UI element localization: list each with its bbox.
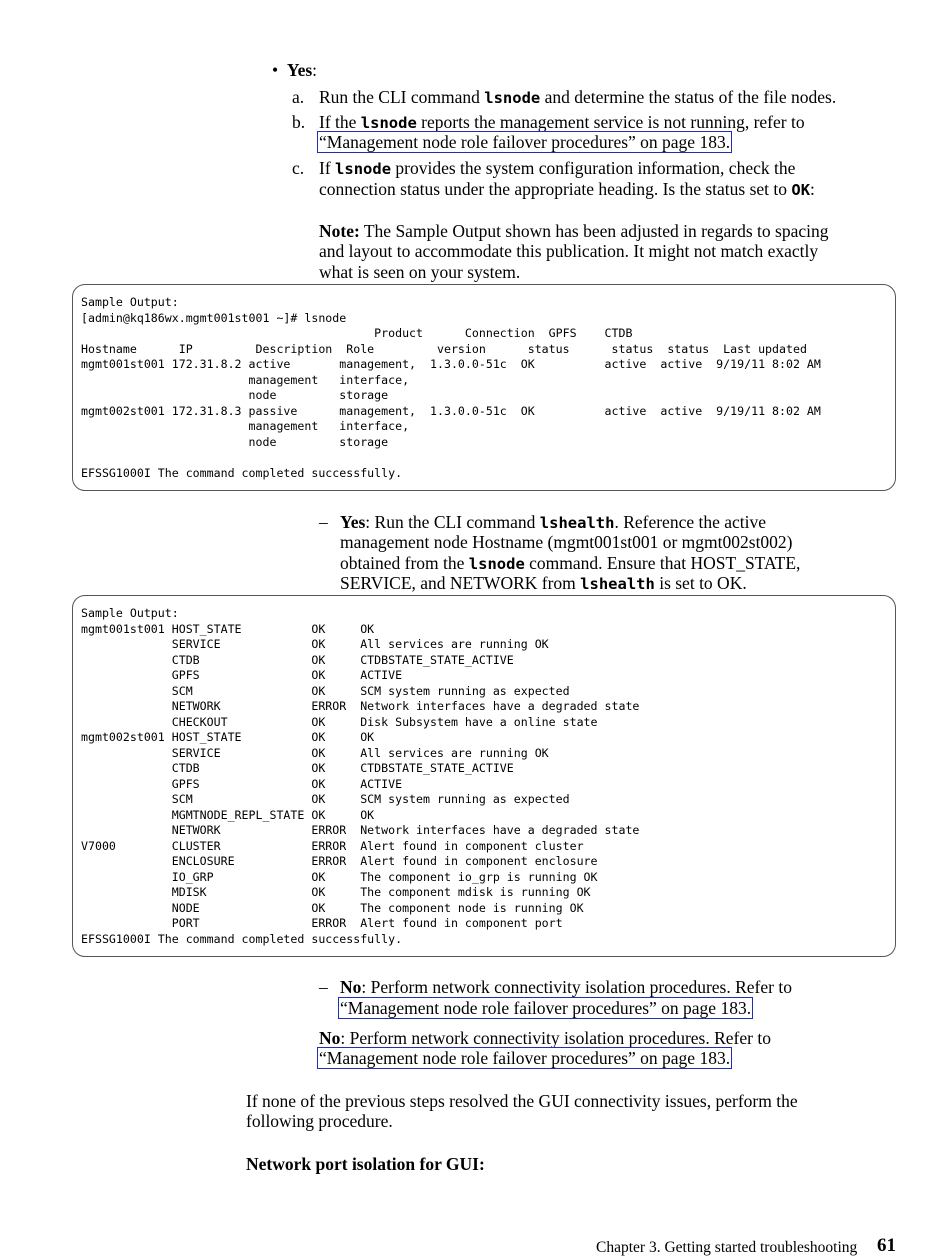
failover-procedures-link[interactable]: “Management node role failover procedures” on page 183.: [340, 998, 752, 1018]
code-block: [81, 295, 821, 481]
code-line: CTDB OK CTDBSTATE_STATE_ACTIVE: [81, 761, 514, 775]
page-number: 61: [877, 1235, 896, 1256]
code-line: Hostname IP Description Role version status status status Last updated: [81, 341, 807, 356]
failover-procedures-link[interactable]: “Management node role failover procedures” on page 183.: [319, 1048, 731, 1068]
section-heading: Network port isolation for GUI:: [246, 1154, 485, 1174]
step-c-text: If lsnode provides the system configuration information, check the: [319, 158, 796, 178]
yes-sub-line2: management node Hostname (mgmt001st001 or mgmt002st002): [340, 532, 793, 552]
no-sub-label: No: [340, 977, 362, 997]
code-line: GPFS OK ACTIVE: [81, 668, 403, 682]
code-line: mgmt001st001 HOST_STATE OK OK: [81, 621, 375, 636]
command-lshealth: lshealth: [539, 514, 615, 532]
code-line: management interface,: [81, 372, 410, 387]
note-line3: what is seen on your system.: [319, 262, 521, 282]
code-block: [81, 606, 639, 947]
lsnode-sample-output: [72, 284, 896, 491]
footer-chapter: Chapter 3. Getting started troubleshooting: [596, 1239, 858, 1256]
closing-line2: following procedure.: [246, 1111, 393, 1131]
status-ok-code: OK: [791, 181, 811, 199]
code-line: node storage: [81, 388, 389, 402]
code-line: Sample Output:: [81, 295, 179, 309]
yes-sub-dash: –: [319, 512, 328, 532]
yes-sub-line1: Yes: Run the CLI command lshealth. Reference the active: [340, 512, 767, 532]
command-lsnode: lsnode: [360, 114, 417, 132]
step-c-marker: c.: [292, 158, 305, 178]
code-line: mgmt002st001 HOST_STATE OK OK: [81, 730, 375, 744]
code-line: V7000 CLUSTER ERROR Alert found in component cluster: [81, 838, 584, 853]
code-line: GPFS OK ACTIVE: [81, 776, 403, 791]
note-label: Note:: [319, 221, 360, 241]
lshealth-sample-output: [72, 595, 896, 957]
note-line2: and layout to accommodate this publication. It might not match exactly: [319, 241, 819, 261]
code-line: [admin@kq186wx.mgmt001st001 ~]# lsnode: [81, 310, 347, 325]
code-line: Product Connection GPFS CTDB: [81, 326, 633, 340]
no-sub-link-wrap: [338, 998, 753, 1019]
step-a-text: Run the CLI command lsnode and determine the status of the file nodes.: [319, 87, 837, 107]
code-line: [81, 450, 821, 466]
code-line: Sample Output:: [81, 606, 179, 620]
code-line: PORT ERROR Alert found in component port: [81, 916, 563, 930]
code-line: management interface,: [81, 419, 410, 433]
code-line: node storage: [81, 434, 389, 449]
step-a-marker: a.: [292, 87, 305, 107]
command-lshealth: lshealth: [580, 575, 655, 593]
no-main-label: No: [319, 1028, 341, 1048]
code-line: NETWORK ERROR Network interfaces have a degraded state: [81, 823, 640, 837]
code-line: CTDB OK CTDBSTATE_STATE_ACTIVE: [81, 652, 514, 667]
yes-sub-line3: obtained from the lsnode command. Ensure that HOST_STATE,: [340, 553, 801, 573]
code-line: MGMTNODE_REPL_STATE OK OK: [81, 807, 375, 822]
step-b-link-wrap: [317, 132, 732, 153]
bullet: •: [272, 60, 279, 80]
code-line: SCM OK SCM system running as expected: [81, 792, 570, 806]
yes-heading: • Yes:: [272, 60, 318, 80]
code-line: mgmt001st001 172.31.8.2 active management, 1.3.0.0-51c OK active active 9/19/11 8:02 AM: [81, 357, 821, 371]
yes-label: Yes: [286, 60, 313, 80]
code-line: EFSSG1000I The command completed successfully.: [81, 465, 403, 480]
code-line: SERVICE OK All services are running OK: [81, 637, 549, 651]
command-lsnode: lsnode: [468, 555, 525, 573]
code-line: SERVICE OK All services are running OK: [81, 745, 549, 760]
code-line: mgmt002st001 172.31.8.3 passive management, 1.3.0.0-51c OK active active 9/19/11 8:02 AM: [81, 403, 821, 418]
step-c-text-line2: connection status under the appropriate heading. Is the status set to OK:: [319, 179, 815, 199]
code-line: IO_GRP OK The component io_grp is running OK: [81, 869, 598, 884]
command-lsnode: lsnode: [335, 160, 392, 178]
no-main-link-wrap: [317, 1048, 732, 1069]
failover-procedures-link[interactable]: “Management node role failover procedures” on page 183.: [319, 132, 731, 152]
no-sub-dash: –: [319, 977, 328, 997]
closing-line1: If none of the previous steps resolved the GUI connectivity issues, perform the: [246, 1091, 798, 1111]
step-b-marker: b.: [292, 112, 306, 132]
no-sub-line1: No: Perform network connectivity isolation procedures. Refer to: [340, 977, 792, 997]
yes-sub-label: Yes: [340, 512, 366, 532]
command-lsnode: lsnode: [484, 89, 541, 107]
code-line: SCM OK SCM system running as expected: [81, 683, 570, 698]
no-main-line1: No: Perform network connectivity isolation procedures. Refer to: [319, 1028, 771, 1048]
code-line: EFSSG1000I The command completed successfully.: [81, 931, 403, 946]
step-b-text: If the lsnode reports the management service is not running, refer to: [319, 112, 805, 132]
code-line: NETWORK ERROR Network interfaces have a degraded state: [81, 699, 640, 713]
yes-sub-line4: SERVICE, and NETWORK from lshealth is set to OK.: [340, 573, 747, 593]
code-line: MDISK OK The component mdisk is running OK: [81, 885, 591, 899]
code-line: NODE OK The component node is running OK: [81, 900, 584, 915]
code-line: CHECKOUT OK Disk Subsystem have a online state: [81, 714, 598, 729]
note-line1: Note: The Sample Output shown has been adjusted in regards to spacing: [319, 221, 829, 241]
code-line: ENCLOSURE ERROR Alert found in component enclosure: [81, 854, 598, 868]
